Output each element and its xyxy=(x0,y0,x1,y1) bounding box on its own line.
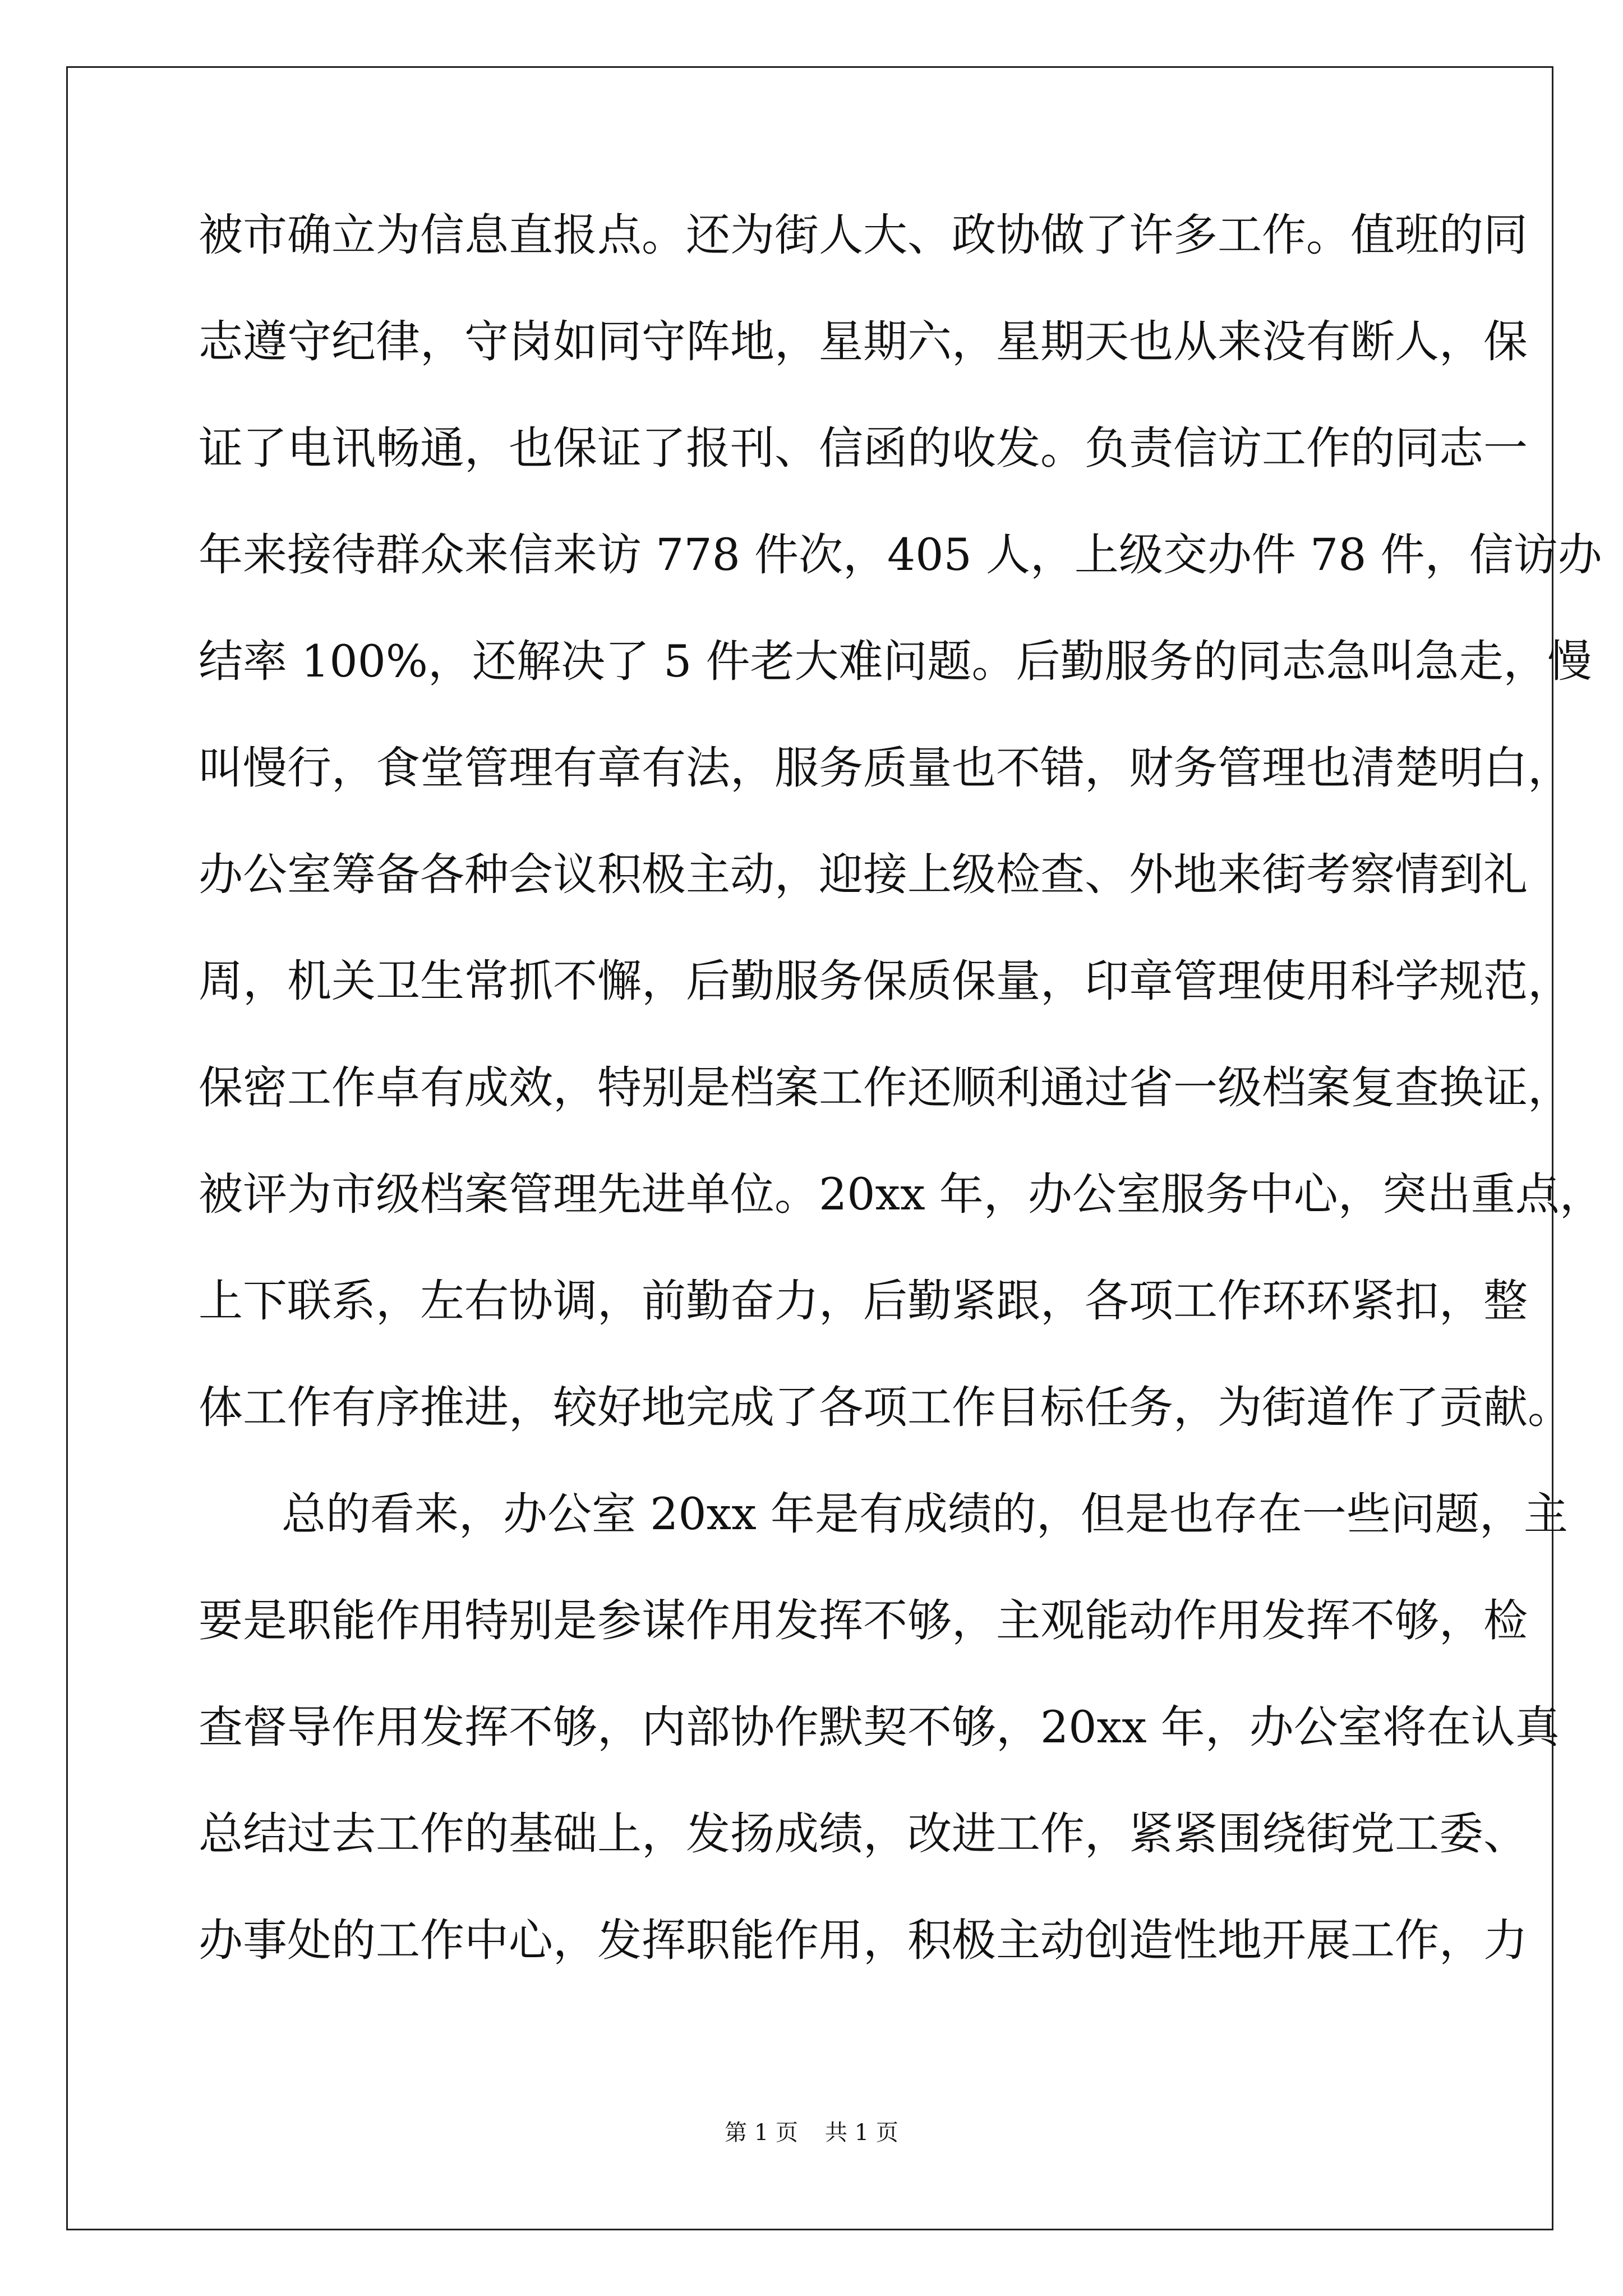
page-number: 第 1 页 xyxy=(725,2120,798,2146)
page-total: 共 1 页 xyxy=(825,2120,898,2146)
text-line: 办事处的工作中心，发挥职能作用，积极主动创造性地开展工作，力 xyxy=(199,1915,1528,1966)
text-line: 年来接待群众来信来访 778 件次，405 人，上级交办件 78 件，信访办 xyxy=(199,529,1602,581)
text-line: 被评为市级档案管理先进单位。20xx 年，办公室服务中心，突出重点， xyxy=(199,1168,1604,1220)
text-line: 叫慢行，食堂管理有章有法，服务质量也不错，财务管理也清楚明白， xyxy=(199,742,1572,794)
paragraph-first-line: 总的看来，办公室 20xx 年是有成绩的，但是也存在一些问题，主 xyxy=(282,1488,1568,1540)
text-line: 查督导作用发挥不够，内部协作默契不够，20xx 年，办公室将在认真 xyxy=(199,1701,1560,1753)
text-line: 周，机关卫生常抓不懈，后勤服务保质保量，印章管理使用科学规范， xyxy=(199,955,1572,1007)
text-line: 被市确立为信息直报点。还为街人大、政协做了许多工作。值班的同 xyxy=(199,209,1528,261)
page-footer xyxy=(0,2115,1623,2147)
text-line: 要是职能作用特别是参谋作用发挥不够，主观能动作用发挥不够，检 xyxy=(199,1595,1528,1646)
text-line: 总结过去工作的基础上，发扬成绩，改进工作，紧紧围绕街党工委、 xyxy=(199,1808,1528,1860)
text-line: 结率 100%，还解决了 5 件老大难问题。后勤服务的同志急叫急走，慢 xyxy=(199,636,1592,687)
text-line: 上下联系，左右协调，前勤奋力，后勤紧跟，各项工作环环紧扣，整 xyxy=(199,1275,1528,1327)
document-body xyxy=(199,209,1604,2025)
text-line: 证了电讯畅通，也保证了报刊、信函的收发。负责信访工作的同志一 xyxy=(199,422,1528,474)
paragraph-last-line: 体工作有序推进，较好地完成了各项工作目标任务，为街道作了贡献。 xyxy=(199,1382,1572,1433)
text-line: 保密工作卓有成效，特别是档案工作还顺利通过省一级档案复查换证， xyxy=(199,1062,1572,1114)
text-line: 志遵守纪律，守岗如同守阵地，星期六，星期天也从来没有断人，保 xyxy=(199,316,1528,367)
text-line: 办公室筹备各种会议积极主动，迎接上级检查、外地来街考察情到礼 xyxy=(199,849,1528,900)
